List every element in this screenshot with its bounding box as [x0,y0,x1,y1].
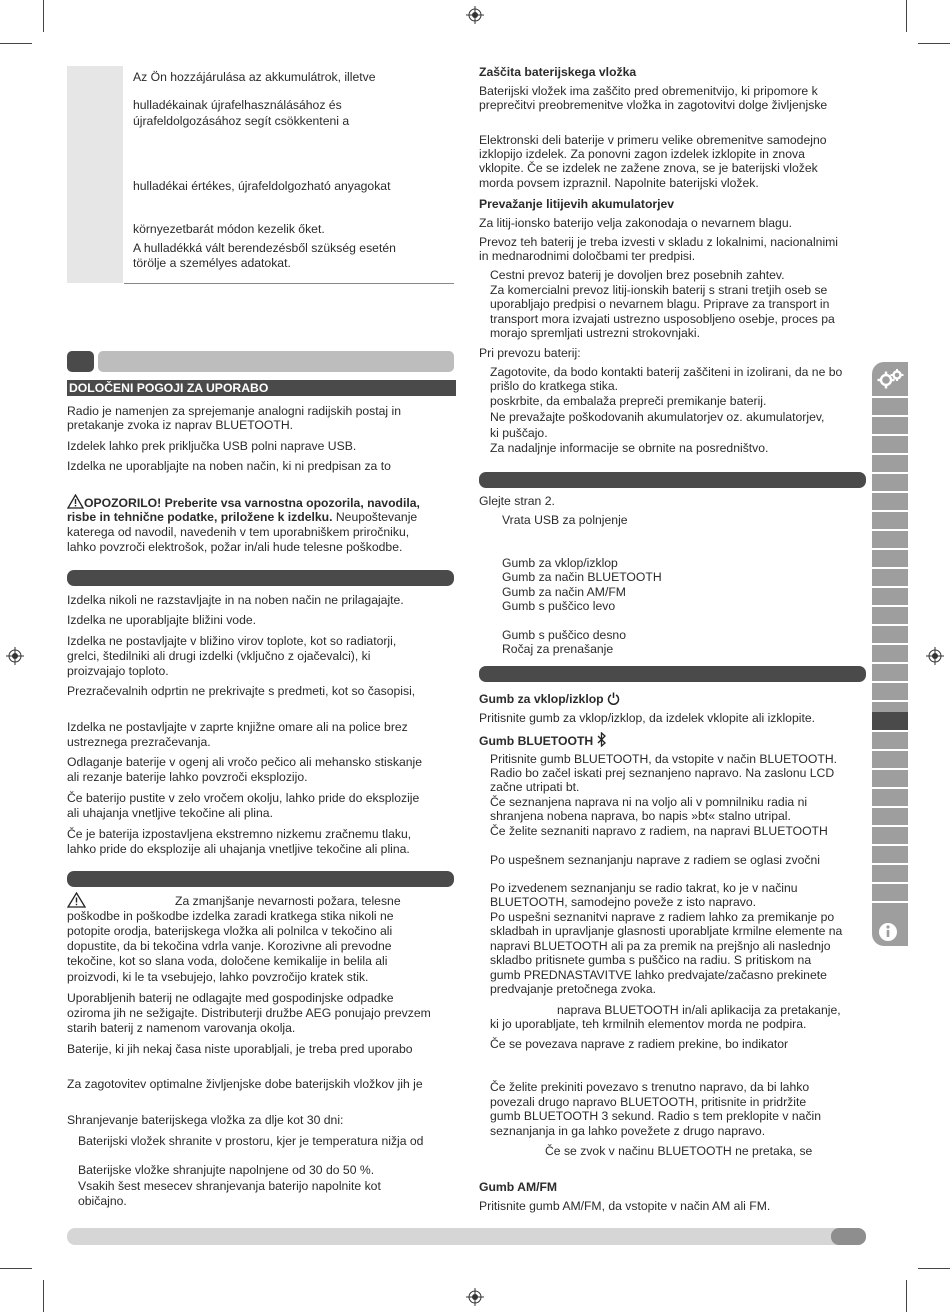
s2-text: Izdelka ne postavljajte v bližino virov toplote, kot so radiatorji, [67,634,397,648]
side-tab[interactable] [872,588,908,605]
bt-text: BLUETOOTH, samodejno poveže z isto napravo. [490,895,756,909]
hu-table-bottom-rule [124,283,454,284]
r-text: Zagotovite, da bodo kontakti baterij zaščiteni in izolirani, da ne bo [490,365,843,379]
r-text: morajo spremljati ustrezni strokovnjaki. [490,326,700,340]
r-text: prišlo do kratkega stika. [490,379,619,393]
s3-text: Vsakih šest mesecev shranjevanja baterijo napolnite kot [78,1179,381,1193]
side-tab[interactable] [872,607,908,624]
hu-text-7: törölje a személyes adatokat. [133,256,291,270]
component-list-item: Gumb za način AM/FM [502,585,626,599]
heading-transport: Prevažanje litijevih akumulatorjev [479,197,675,211]
section-bar-overview [479,472,866,488]
footer-bar [67,1228,866,1245]
component-list-item: Gumb za način BLUETOOTH [502,570,662,584]
tab-settings[interactable] [872,362,908,396]
bt-text: skladbah in upravljanje glasnosti uporabljate krmilne elemente na [490,924,843,938]
s3-text: Za zmanjšanje nevarnosti požara, telesne [175,894,401,908]
r-text: transport mora izvajati ustrezno usposobljeno osebje, proces pa [490,312,835,326]
r-text: uporabljajo predpisi o nevarnem blagu. Priprave za transport in [490,297,830,311]
crop-mark [0,1268,32,1269]
side-tab[interactable] [872,683,908,700]
heading-power-button [479,692,620,707]
s2-text: proizvajajo toploto. [67,664,169,678]
section-bar-battery [67,871,454,887]
s3-text: proizvodi, ki le ta vsebujejo, lahko povzročijo kratek stik. [67,970,369,984]
r-text: Elektronski deli baterije v primeru velike obremenitve samodejno [479,133,827,147]
side-tab[interactable] [872,664,908,681]
r-text: Baterijski vložek ima zaščito pred obremenitvijo, ki pripomore k [479,84,818,98]
crop-mark [0,43,32,44]
hu-text-5: környezetbarát módon kezelik őket. [133,222,325,236]
hu-text-3: újrafeldolgozásához segít csökkenteni a [133,114,350,128]
side-tab[interactable] [872,751,908,768]
s2-text: Izdelka ne uporabljajte bližini vode. [67,613,257,627]
crop-mark [918,1268,950,1269]
component-list-item: Gumb za vklop/izklop [502,556,618,570]
registration-mark-icon [926,647,944,665]
bt-text: Po uspešni seznanitvi naprave z radiem lahko za premikanje po [490,910,835,924]
s3-text: poškodbe in poškodbe izdelka zaradi kratkega stika nikoli ne [67,909,394,923]
side-tab[interactable] [872,770,908,787]
side-tab[interactable] [872,846,908,863]
hu-table-left-cell [67,66,123,283]
section-title-conditions: DOLOČENI POGOJI ZA UPORABO [67,380,456,396]
bt-text: Če želite seznaniti napravo z radiem, na napravi BLUETOOTH [490,824,828,838]
side-tab[interactable] [872,436,908,453]
side-tab[interactable] [872,827,908,844]
power-icon [607,692,620,705]
s2-text: Odlaganje baterije v ogenj ali vročo pečico ali mehansko stiskanje [67,755,422,769]
r-text: Prevoz teh baterij je treba izvesti v skladu z lokalnimi, nacionalnimi [479,235,839,249]
component-list-item: Gumb s puščico levo [502,599,616,613]
s2-text: Če baterijo pustite v zelo vročem okolju, lahko pride do eksplozije [67,791,420,805]
side-tab[interactable] [872,455,908,472]
bt-text: napravi BLUETOOTH ali pa za premik na prejšnjo ali naslednjo [490,939,831,953]
s1-text: pretakanje zvoka iz naprav BLUETOOTH. [67,418,294,432]
component-list-item: Gumb s puščico desno [502,628,626,642]
section-bar-operation [479,666,866,682]
bt-text: povezali drugo napravo BLUETOOTH, pritisnite in pridržite [490,1095,807,1109]
s3-text: Baterijski vložek shranite v prostoru, kjer je temperatura nižja od [78,1134,424,1148]
r-text: poskrbite, da embalaža prepreči premikanje baterij. [490,394,767,408]
s3-text: tekočine, kot so slana voda, določene kemikalije in belila ali [67,954,388,968]
tab-info[interactable] [872,918,908,946]
bt-text: Če se povezava naprave z radiem prekine, bo indikator [490,1037,789,1051]
r-text: ki puščajo. [490,426,548,440]
component-list-item: Vrata USB za polnjenje [502,513,628,527]
warning-line: lahko povzroči elektrošok, požar in/ali hude telesne poškodbe. [67,540,403,554]
warning-bold-1: OPOZORILO! Preberite vsa varnostna opozorila, navodila, [84,496,420,510]
s2-text: Izdelka ne postavljajte v zaprte knjižne omare ali na police brez [67,720,408,734]
side-tab[interactable] [872,398,908,415]
s3-text: starih baterij z namenom varovanja okolja. [67,1021,296,1035]
hu-text-6: A hulladékká vált berendezésből szükség esetén [133,241,396,255]
crop-mark [43,0,44,32]
r-text: Glejte stran 2. [479,494,555,508]
r-text: Pritisnite gumb AM/FM, da vstopite v način AM ali FM. [479,1199,771,1213]
side-tab[interactable] [872,808,908,825]
bt-text: Po uspešnem seznanjanju naprave z radiem se oglasi zvočni [490,853,820,867]
crop-mark [43,1280,44,1312]
s3-text: Baterije, ki jih nekaj časa niste uporabljali, je treba pred uporabo [67,1042,413,1056]
r-text: Cestni prevoz baterij je dovoljen brez posebnih zahtev. [490,268,785,282]
bt-text: skladbo pritisnete gumba s puščico na radiu. S pritiskom na [490,953,812,967]
hu-text-4: hulladékai értékes, újrafeldolgozható anyagokat [133,179,391,193]
r-text: Za litij-ionsko baterijo velja zakonodaja o nevarnem blagu. [479,216,792,230]
s1-text: Radio je namenjen za sprejemanje analogni radijskih postaj in [67,404,402,418]
side-tab[interactable] [872,789,908,806]
s2-text: Izdelka nikoli ne razstavljajte in na noben način ne prilagajajte. [67,593,404,607]
r-text: Za komercialni prevoz litij-ionskih baterij s strani tretjih oseb se [490,283,828,297]
bt-text: Če seznanjena naprava ni na voljo ali v pomnilniku radia ni [490,795,808,809]
chapter-number-block [67,351,94,372]
r-text: vklopite. Če se izdelek ne zažene znova, se je baterijski vložek [479,161,818,175]
registration-mark-icon [466,1288,484,1306]
r-text: izklopijo izdelek. Za ponovni zagon izdelek izklopite in znova [479,147,805,161]
bt-text: ki jo uporabljate, teh krmilnih elementov morda ne podpira. [490,1017,807,1031]
component-list-item: Ročaj za prenašanje [502,642,614,656]
bluetooth-icon [597,732,607,747]
warning-line [67,494,420,511]
bt-text: Če se zvok v načinu BLUETOOTH ne pretaka, se [545,1144,813,1158]
r-text: Pri prevozu baterij: [479,346,581,360]
hu-text-1: Az Ön hozzájárulása az akkumulátrok, illetve [133,70,376,84]
bt-text: seznanjanja in ga lahko povežete z drugo napravo. [490,1124,766,1138]
side-tab[interactable] [872,645,908,662]
s3-text: Shranjevanje baterijskega vložka za dlje kot 30 dni: [67,1113,344,1127]
heading-amfm-button: Gumb AM/FM [479,1180,558,1194]
warning-text: Neupoštevanje [332,510,418,524]
r-text: Za nadaljnje informacije se obrnite na posredništvo. [490,441,769,455]
chapter-title-bar [98,351,454,372]
heading-bluetooth-button [479,732,607,749]
s2-text: ustreznega prezračevanja. [67,735,211,749]
s2-text: grelci, štedilniki ali drugi izdelki (vključno z ojačevalci), ki [67,649,371,663]
side-tab-active[interactable] [872,712,908,730]
side-tab[interactable] [872,732,908,749]
s3-text: Uporabljenih baterij ne odlagajte med gospodinjske odpadke [67,991,394,1005]
crop-mark [906,0,907,32]
s1-text: Izdelka ne uporabljajte na noben način, ki ni predpisan za to [67,459,391,473]
crop-mark [918,43,950,44]
crop-mark [906,1280,907,1312]
bt-text: Če želite prekiniti povezavo s trenutno napravo, da bi lahko [490,1080,810,1094]
s3-text: Za zagotovitev optimalne življenjske dobe baterijskih vložkov jih je [67,1077,423,1091]
heading-power-text: Gumb za vklop/izklop [479,692,604,706]
bt-text: Pritisnite gumb BLUETOOTH, da vstopite v način BLUETOOTH. [490,752,838,766]
s2-text: Če je baterija izpostavljena ekstremno nizkemu zračnemu tlaku, [67,827,412,841]
page-number-tab [831,1228,866,1245]
bt-text: predvajanje pretočnega zvoka. [490,982,656,996]
r-text: in mednarodnimi določbami ter predpisi. [479,249,696,263]
registration-mark-icon [6,647,24,665]
s3-text: Baterijske vložke shranjujte napolnjene od 30 do 50 %. [78,1163,375,1177]
s2-text: Prezračevalnih odprtin ne prekrivajte s predmeti, kot so časopisi, [67,684,416,698]
bt-text: shranjena nobena naprava, bo napis »bt« stalno utripal. [490,809,791,823]
s1-text: Izdelek lahko prek priključka USB polni naprave USB. [67,439,357,453]
heading-bluetooth-text: Gumb BLUETOOTH [479,734,594,748]
s3-text: oziroma jih ne sežigajte. Distributerji družbe AEG ponujajo prevzem [67,1006,431,1020]
s2-text: ali rezanje baterije lahko povzroči eksplozijo. [67,770,308,784]
bt-text: gumb BLUETOOTH 3 sekund. Radio s tem preklopite v način [490,1109,822,1123]
side-tab[interactable] [872,531,908,548]
side-tab[interactable] [872,626,908,643]
heading-battery-protection: Zaščita baterijskega vložka [479,65,637,79]
bt-text: Po izvedenem seznanjanju se radio takrat, ko je v načinu [490,881,798,895]
side-tab[interactable] [872,474,908,491]
warning-line [67,510,417,525]
hu-text-2: hulladékainak újrafelhasználásához és [133,98,342,112]
warning-triangle-icon [67,892,86,908]
s3-text: potopite orodja, baterijskega vložka ali polnilca v tekočino ali [67,924,393,938]
s3-text: običajno. [78,1194,127,1208]
s3-text: dopustite, da bi tekočina vdrla vanje. Korozivne ali prevodne [67,939,392,953]
info-icon [872,918,908,946]
warning-triangle-icon [67,494,84,509]
side-tab[interactable] [872,512,908,529]
bt-text: Radio bo začel iskati prej seznanjeno napravo. Na zaslonu LCD [490,766,835,780]
bt-text: gumb PREDNASTAVITVE lahko predvajate/začasno prekinete [490,968,827,982]
warning-line: katerega od navodil, navedenih v tem uporabniškem priročniku, [67,525,410,539]
warning-bold-2: risbe in tehnične podatke, priložene k izdelku. [67,510,333,524]
bt-text: začne utripati bt. [490,780,580,794]
section-bar-safety [67,570,454,586]
side-tab[interactable] [872,493,908,510]
side-tab[interactable] [872,884,908,901]
side-tab[interactable] [872,569,908,586]
registration-mark-icon [466,6,484,24]
gear-icon [872,362,908,396]
s2-text: lahko pride do eksplozije ali uhajanja vnetljive tekočine ali plina. [67,842,410,856]
side-tab[interactable] [872,865,908,882]
r-text: morda povsem izpraznil. Napolnite baterijski vložek. [479,176,759,190]
side-tab[interactable] [872,550,908,567]
r-text: Pritisnite gumb za vklop/izklop, da izdelek vklopite ali izklopite. [479,711,815,725]
r-text: preprečitvi preobremenitve vložka in zagotovitvi dolge življenjske [479,98,828,112]
bt-text: naprava BLUETOOTH in/ali aplikacija za pretakanje, [557,1003,841,1017]
s2-text: ali uhajanja vnetljive tekočine ali plina. [67,806,273,820]
side-tab[interactable] [872,417,908,434]
r-text: Ne prevažajte poškodovanih akumulatorjev oz. akumulatorjev, [490,410,825,424]
